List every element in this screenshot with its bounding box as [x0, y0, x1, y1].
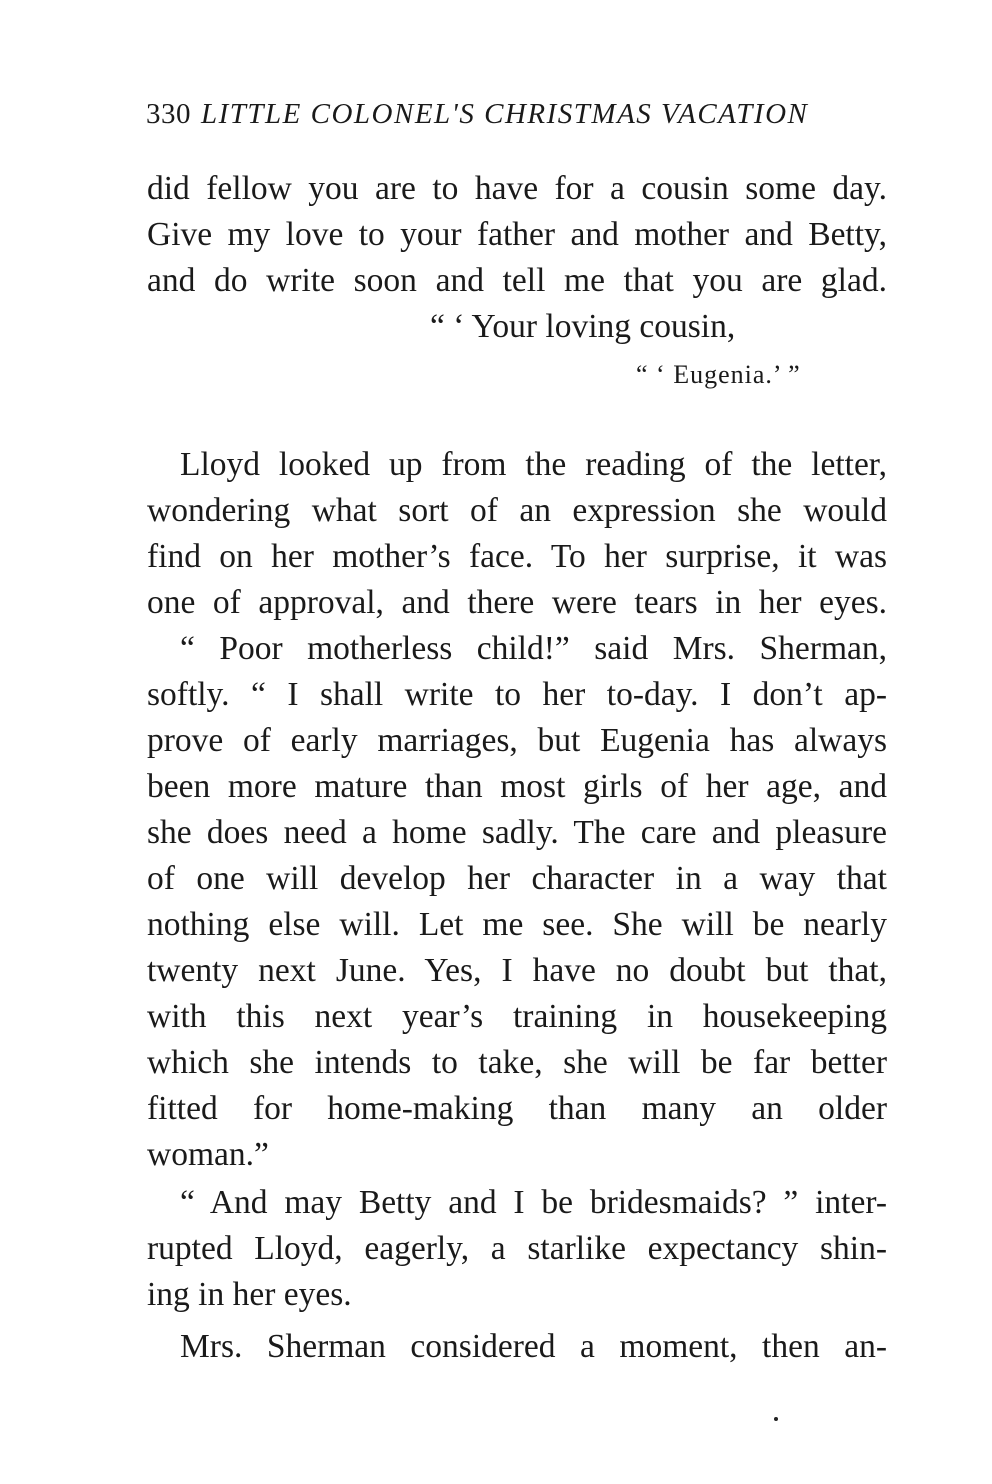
paragraph-line: she does need a home sadly. The care and pleasure: [147, 814, 887, 851]
paragraph-line: “ Poor motherless child!” said Mrs. Sherman,: [180, 630, 887, 667]
paragraph-line: rupted Lloyd, eagerly, a starlike expectancy shin-: [147, 1230, 887, 1267]
paragraph-line: of one will develop her character in a way that: [147, 860, 887, 897]
paragraph-line: prove of early marriages, but Eugenia has always: [147, 722, 887, 759]
running-title: LITTLE COLONEL'S CHRISTMAS VACATION: [201, 98, 809, 130]
paragraph-line: softly. “ I shall write to her to-day. I don’t ap-: [147, 676, 887, 713]
paragraph-line: wondering what sort of an expression she would: [147, 492, 887, 529]
letter-signature: “ ‘ Eugenia.’ ”: [636, 360, 801, 389]
paragraph-line: Lloyd looked up from the reading of the letter,: [180, 446, 887, 483]
running-header: [146, 94, 808, 134]
letter-line: did fellow you are to have for a cousin some day.: [147, 170, 887, 207]
page-number: 330: [146, 98, 191, 130]
paragraph-line: “ And may Betty and I be bridesmaids? ” inter-: [180, 1184, 887, 1221]
paragraph-line: with this next year’s training in housekeeping: [147, 998, 887, 1035]
paragraph-line: Mrs. Sherman considered a moment, then an-: [180, 1328, 887, 1365]
paragraph-line: which she intends to take, she will be far better: [147, 1044, 887, 1081]
paragraph-line: twenty next June. Yes, I have no doubt but that,: [147, 952, 887, 989]
paragraph-line: find on her mother’s face. To her surprise, it was: [147, 538, 887, 575]
paragraph-line: nothing else will. Let me see. She will be nearly: [147, 906, 887, 943]
paragraph-line: woman.”: [147, 1136, 269, 1173]
paragraph-line: ing in her eyes.: [147, 1276, 352, 1313]
letter-closing: “ ‘ Your loving cousin,: [430, 308, 736, 345]
paragraph-line: one of approval, and there were tears in her eyes.: [147, 584, 887, 621]
paragraph-line: fitted for home-making than many an older: [147, 1090, 887, 1127]
print-speck: [774, 1417, 778, 1421]
letter-line: and do write soon and tell me that you are glad.: [147, 262, 887, 299]
paragraph-line: been more mature than most girls of her age, and: [147, 768, 887, 805]
letter-line: Give my love to your father and mother and Betty,: [147, 216, 887, 253]
